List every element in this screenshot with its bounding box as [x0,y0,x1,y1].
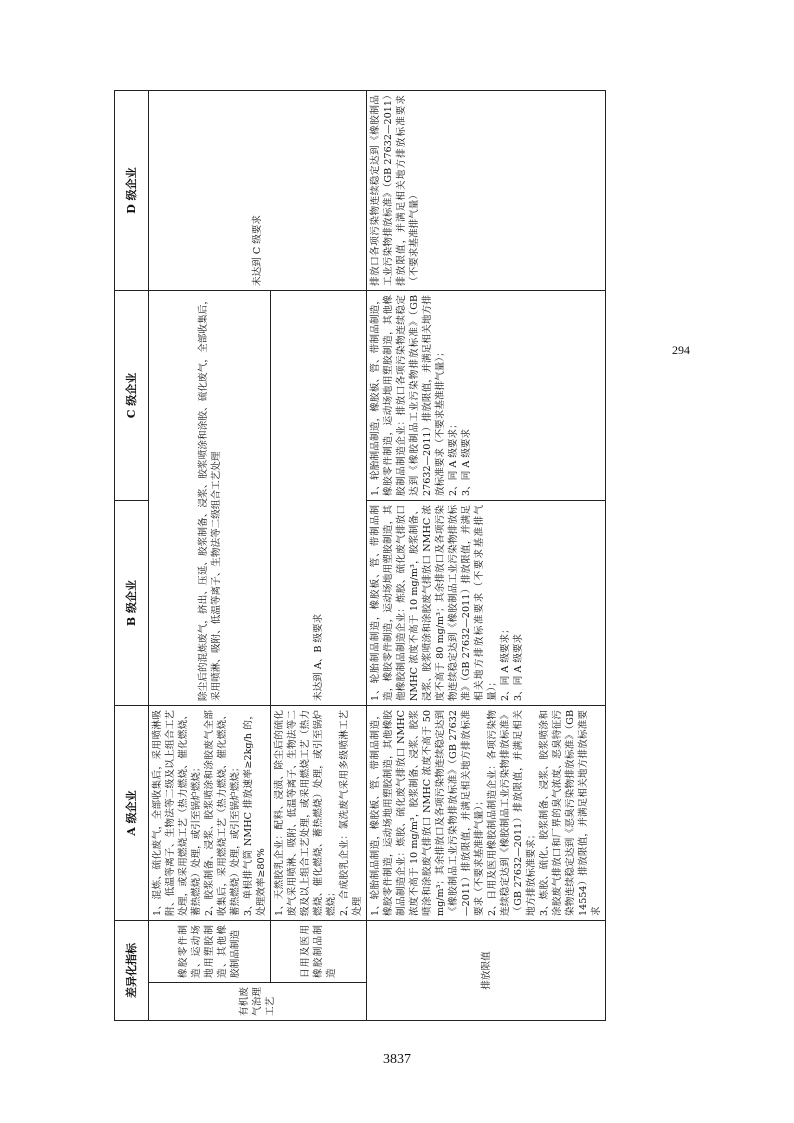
row3-c-item: 1、轮胎制品制造，橡胶板、管、带制品制造，橡胶零件制造，运动场地用塑胶制造，其他橡胶制品制造企业：排放口各项污染物连续稳定达到《橡胶制品工业污染物排放标准》（GB 27632—2011）排放限值，并满足相关地方排放标准要求（不要求基准排气量）； [370,295,446,496]
table-row [149,91,271,1021]
row1-a-item: 1、混炼、硫化废气，全部收集后，采用喷淋吸附、低温等离子、生物法等二级及以上组合工艺处理，或采用燃烧工艺（热力燃烧、催化燃烧、蓄热燃烧）处理，或引至锅炉燃烧； [152,710,202,916]
row3-b-item: 3、同 A 级要求 [513,633,524,701]
row2-subcategory: 日用及医用橡胶制品制造 [271,921,367,983]
header-b-level: B 级企业 [115,501,149,706]
row1-a-item: 2、胶浆制备、浸浆、胶浆喷涂和涂胶废气全部收集后，采用燃烧工艺（热力燃烧、催化燃烧、蓄热燃烧）处理，或引至锅炉燃烧； [204,710,241,916]
row3-c-cell [367,291,606,501]
differentiation-indicator-table [114,90,606,1021]
rotated-table-page [114,91,690,1021]
row3-b-cell [367,501,606,706]
row3-d-cell: 排放口各项污染物连续稳定达到《橡胶制品工业污染物排放标准》（GB 27632—2011）排放限值，并满足相关地方排放标准要求（不要求基准排气量） [367,91,606,291]
row3-a-cell [367,706,606,921]
row1-subcategory: 橡胶零件制造、运动场地用塑胶制造、其他橡胶制品制造 [149,921,271,983]
row2-a-item: 2、合成胶乳企业：氯洗废气采用多级喷淋工艺处理 [339,710,363,916]
header-row [115,91,149,1021]
row3-c-item: 2、同 A 级要求； [448,419,459,496]
row2-a-cell [271,706,367,921]
row1-a-cell [149,706,271,921]
row3-b-item: 1、轮胎制品制造，橡胶板、管、带制品制造，橡胶零件制造，运动场地用塑胶制造，其他橡胶制品制造企业：炼胶、硫化废气排放口 NMHC 浓度不高于 10 mg/m³，胶浆制备、浸浆、胶浆喷涂和涂胶废气排放口 NMHC 浓度不高于 80 mg/m³；其余排放口及各项污染物连续稳定达到《橡胶制品工业污染物排放标准》（GB 27632—2011）排放限值，并满足相关地方排放标准要求（不要求基准排气量）； [370,505,498,701]
outer-page-number: 3837 [383,1052,411,1067]
row3-a-item: 1、轮胎制品制造，橡胶板、管、带制品制造，橡胶零件制造，运动场地用塑胶制造，其他橡胶制品制造企业：炼胶、硫化废气排放口 NMHC 浓度不高于 10 mg/m³，胶浆制备、浸浆、胶浆喷涂和涂胶废气排放口 NMHC 浓度不高于 50 mg/m³；其余排放口及各项污染物连续稳定达到《橡胶制品工业污染物排放标准》（GB 27632—2011）排放限值，并满足相关地方排放标准要求（不要求基准排气量）； [370,710,485,916]
row3-b-item: 2、同 A 级要求； [500,624,511,701]
header-d-level: D 级企业 [115,91,149,291]
row3-a-item: 2、日用及医用橡胶制品制造企业：各项污染物连续稳定达到《橡胶制品工业污染物排放标准》（GB 27632—2011）排放限值，并满足相关地方排放标准要求； [487,710,537,916]
row1-bc-cell: 除尘后的混炼废气，挤出、压延、胶浆制备、浸浆、胶浆喷涂和涂胶、硫化废气，全部收集后，采用喷淋、吸附、低温等离子、生物法等二级组合工艺处理 [149,291,271,706]
row2-bc-cell: 未达到 A、B 级要求 [271,291,367,706]
row1-a-item: 3、单根排气筒 NMHC 排放速率≥2kg/h 的，处理效率≥80% [243,710,267,916]
table-row [367,91,606,1021]
row3-label: 排放限值 [367,921,606,1021]
inner-page-number: 294 [672,343,690,357]
row2-a-item: 1、天然胶乳企业：配料、浸渍、除尘后的硫化废气采用喷淋、吸附、低温等离子、生物法等二级及以上组合工艺处理，或采用燃烧工艺（热力燃烧、催化燃烧、蓄热燃烧）处理，或引至锅炉燃烧； [274,710,337,916]
header-indicator: 差异化指标 [115,921,149,1021]
row3-c-item: 3、同 A 级要求 [461,428,472,496]
header-c-level: C 级企业 [115,291,149,501]
row3-a-item: 3、炼胶、硫化、胶浆制备、浸浆、胶浆喷涂和涂胶废气排放口和厂界的臭气浓度、恶臭特征污染物连续稳定达到《恶臭污染物排放标准》（GB 14554）排放限值，并满足相关地方排放标准要求 [539,710,602,916]
header-a-level: A 级企业 [115,706,149,921]
group-label-cell: 有机废气治理工艺 [149,983,367,1021]
row1-d-cell: 未达到 C 级要求 [149,91,367,291]
